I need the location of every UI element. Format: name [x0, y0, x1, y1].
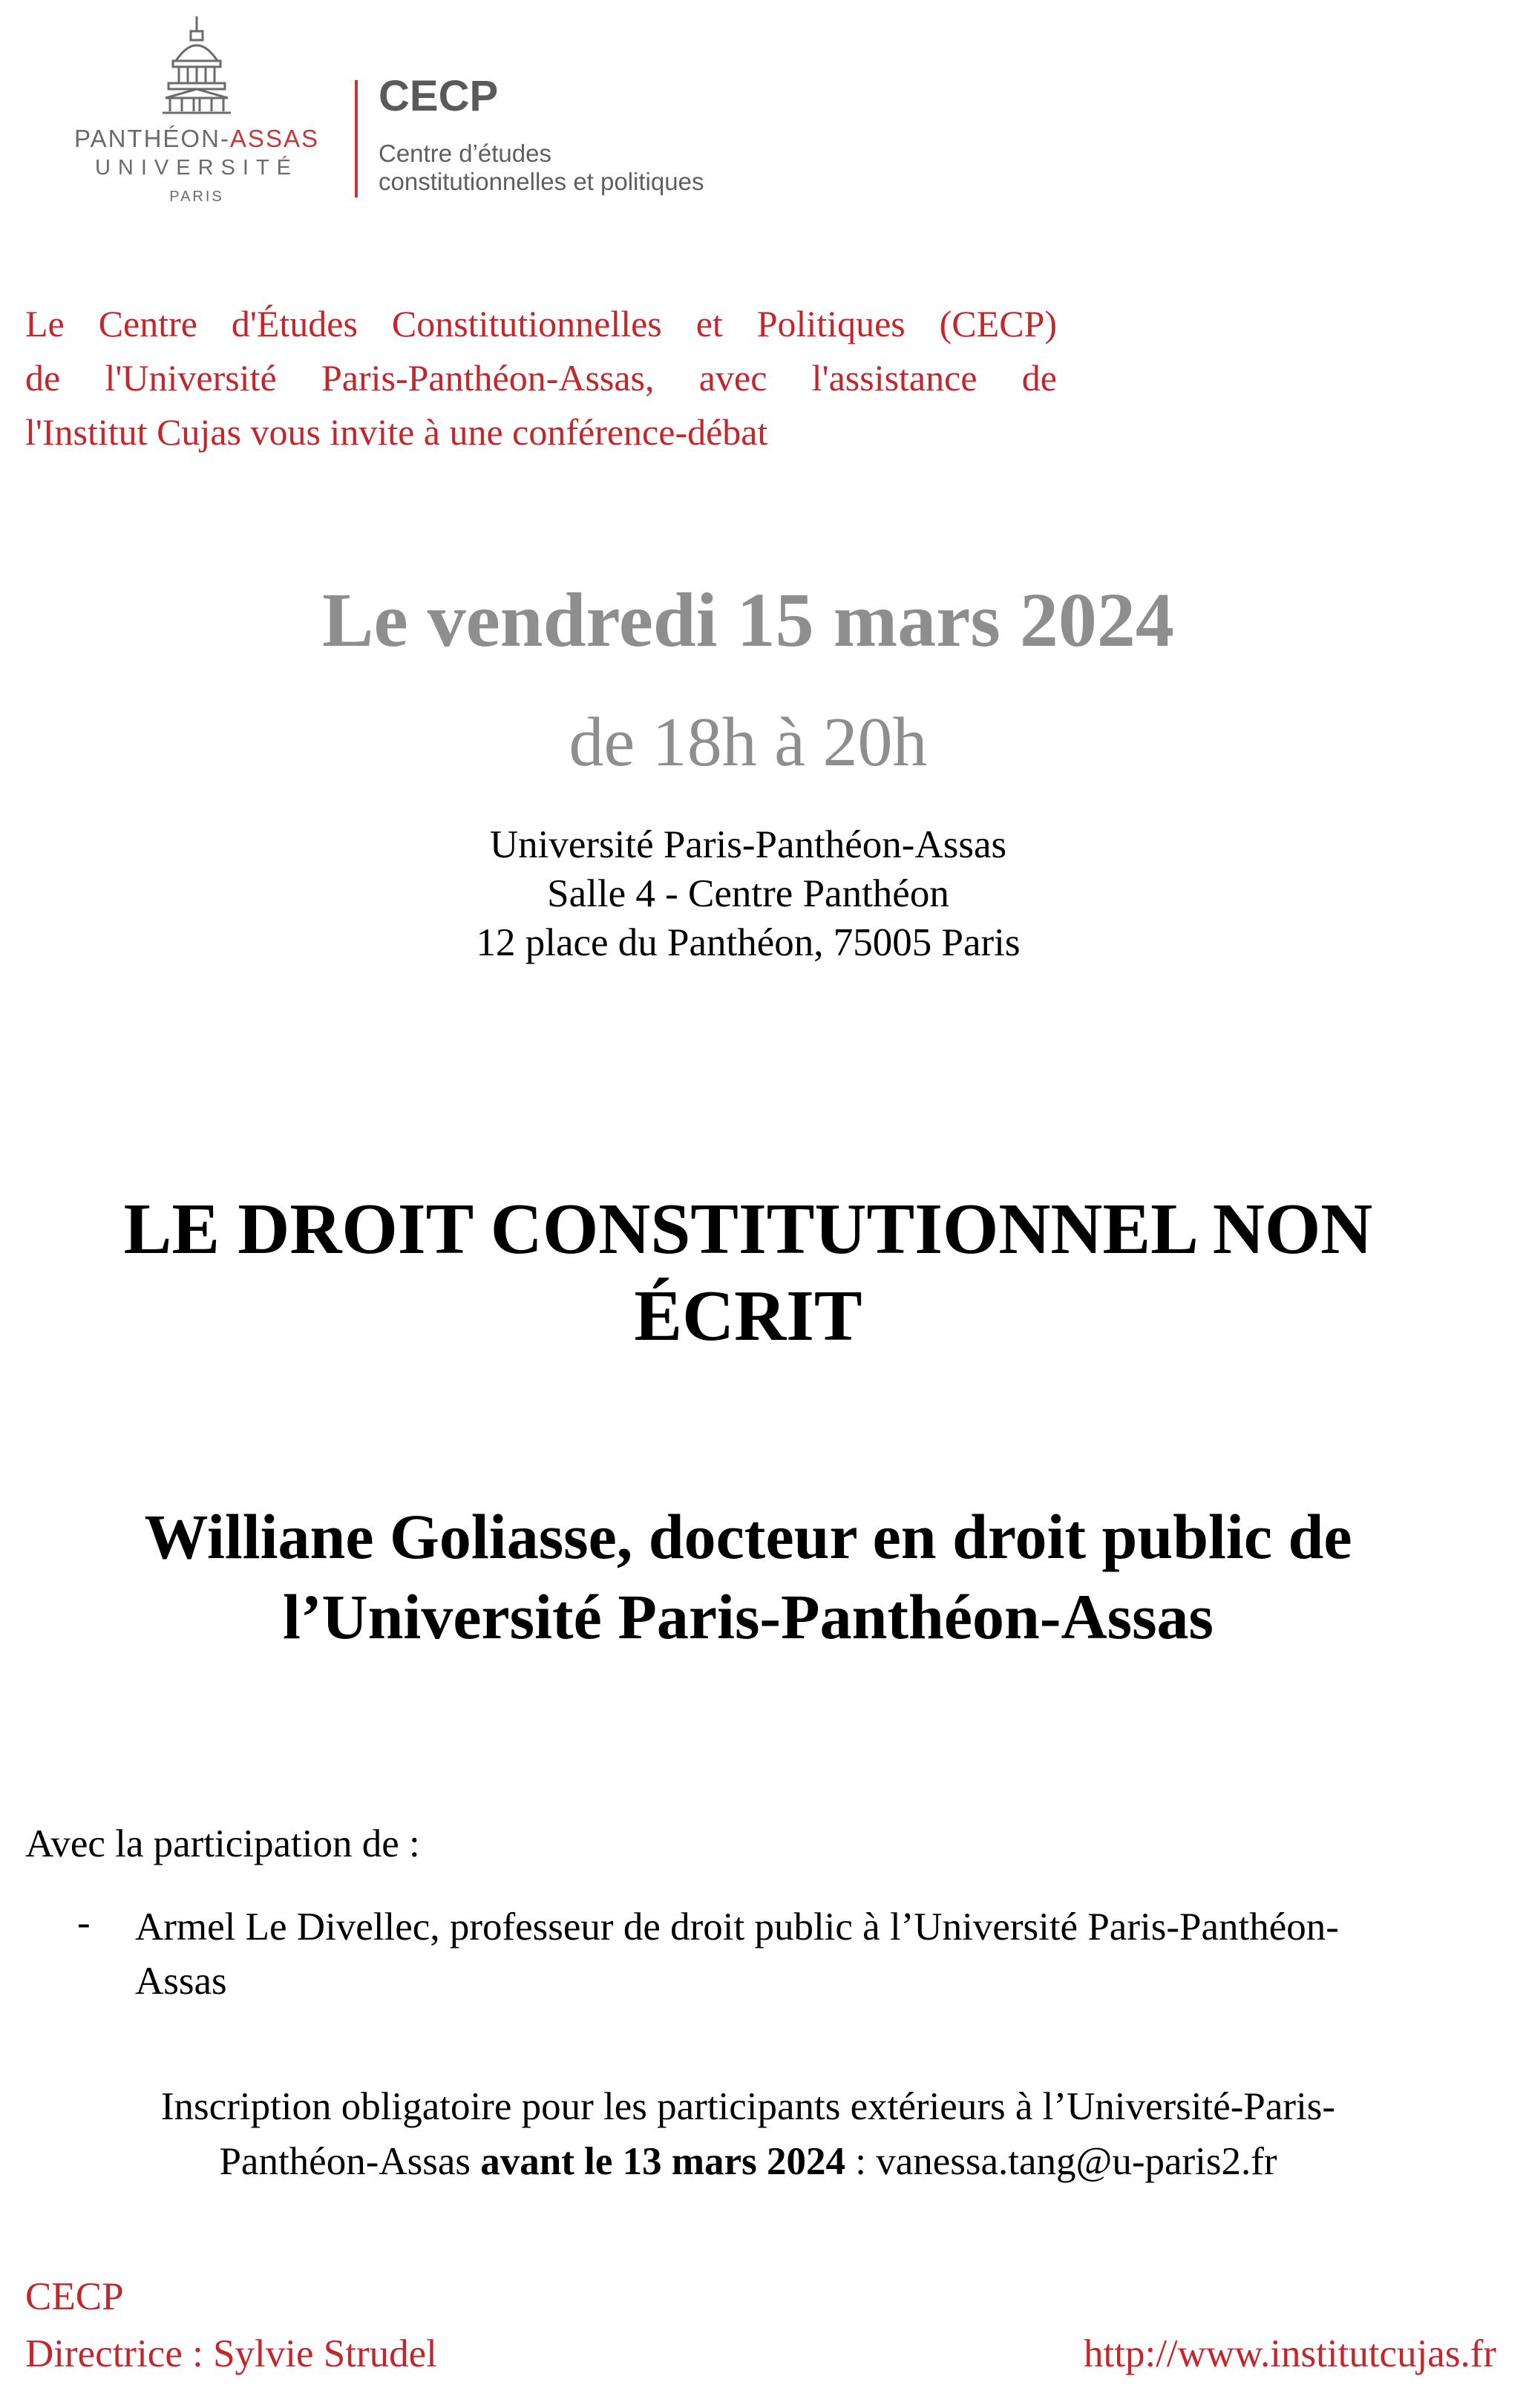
registration-deadline: avant le 13 mars 2024: [480, 2140, 845, 2183]
footer-director: Directrice : Sylvie Strudel: [25, 2332, 437, 2375]
participant-item: [135, 1900, 1471, 2009]
university-name-line2: UNIVERSITÉ: [94, 156, 299, 180]
cecp-fullname-line2: constitutionnelles et politiques: [379, 168, 704, 195]
conference-title-line2: ÉCRIT: [634, 1276, 862, 1355]
cecp-fullname-line1: Centre d’études: [379, 140, 551, 167]
intro-line: l'Institut Cujas vous invite à une conférence-débat: [25, 411, 768, 453]
cecp-acronym: CECP: [379, 72, 499, 120]
speaker-line2: l’Université Paris-Panthéon-Assas: [282, 1581, 1214, 1652]
university-city: PARIS: [169, 189, 224, 205]
address-line: 12 place du Panthéon, 75005 Paris: [476, 921, 1021, 964]
participation-label: Avec la participation de :: [25, 1822, 420, 1865]
address-line: Université Paris-Panthéon-Assas: [489, 823, 1007, 866]
footer-website-link[interactable]: http://www.institutcujas.fr: [1084, 2332, 1496, 2375]
event-time: de 18h à 20h: [569, 704, 928, 781]
invitation-intro: [25, 297, 1057, 459]
footer-org: CECP: [25, 2275, 124, 2318]
conference-title-line1: LE DROIT CONSTITUTIONNEL NON: [123, 1189, 1373, 1269]
participant-line2: Assas: [135, 1960, 227, 2003]
registration-email: : vanessa.tang@u-paris2.fr: [845, 2140, 1277, 2183]
pantheon-dome-icon: [160, 15, 234, 119]
address-line: Salle 4 - Centre Panthéon: [547, 872, 949, 915]
intro-line: Le Centre d'Études Constitutionnelles et Politiques (CECP): [25, 303, 1057, 344]
participant-line1: Armel Le Divellec, professeur de droit public à l’Université Paris-Panthéon-: [135, 1905, 1339, 1949]
university-name-line1: PANTHÉON-ASSAS: [74, 125, 319, 152]
intro-line: de l'Université Paris-Panthéon-Assas, avec l'assistance de: [25, 357, 1057, 399]
logo-divider: [355, 80, 358, 197]
speaker-line1: Williane Goliasse, docteur en droit public de: [144, 1501, 1352, 1572]
list-bullet: -: [77, 1901, 91, 1944]
registration-line2: Panthéon-Assas avant le 13 mars 2024 : vanessa.tang@u-paris2.fr: [219, 2140, 1277, 2183]
registration-line1: Inscription obligatoire pour les participants extérieurs à l’Université-Paris-: [160, 2085, 1336, 2128]
pantheon-assas-logo: [74, 15, 319, 205]
event-date: Le vendredi 15 mars 2024: [322, 578, 1174, 663]
